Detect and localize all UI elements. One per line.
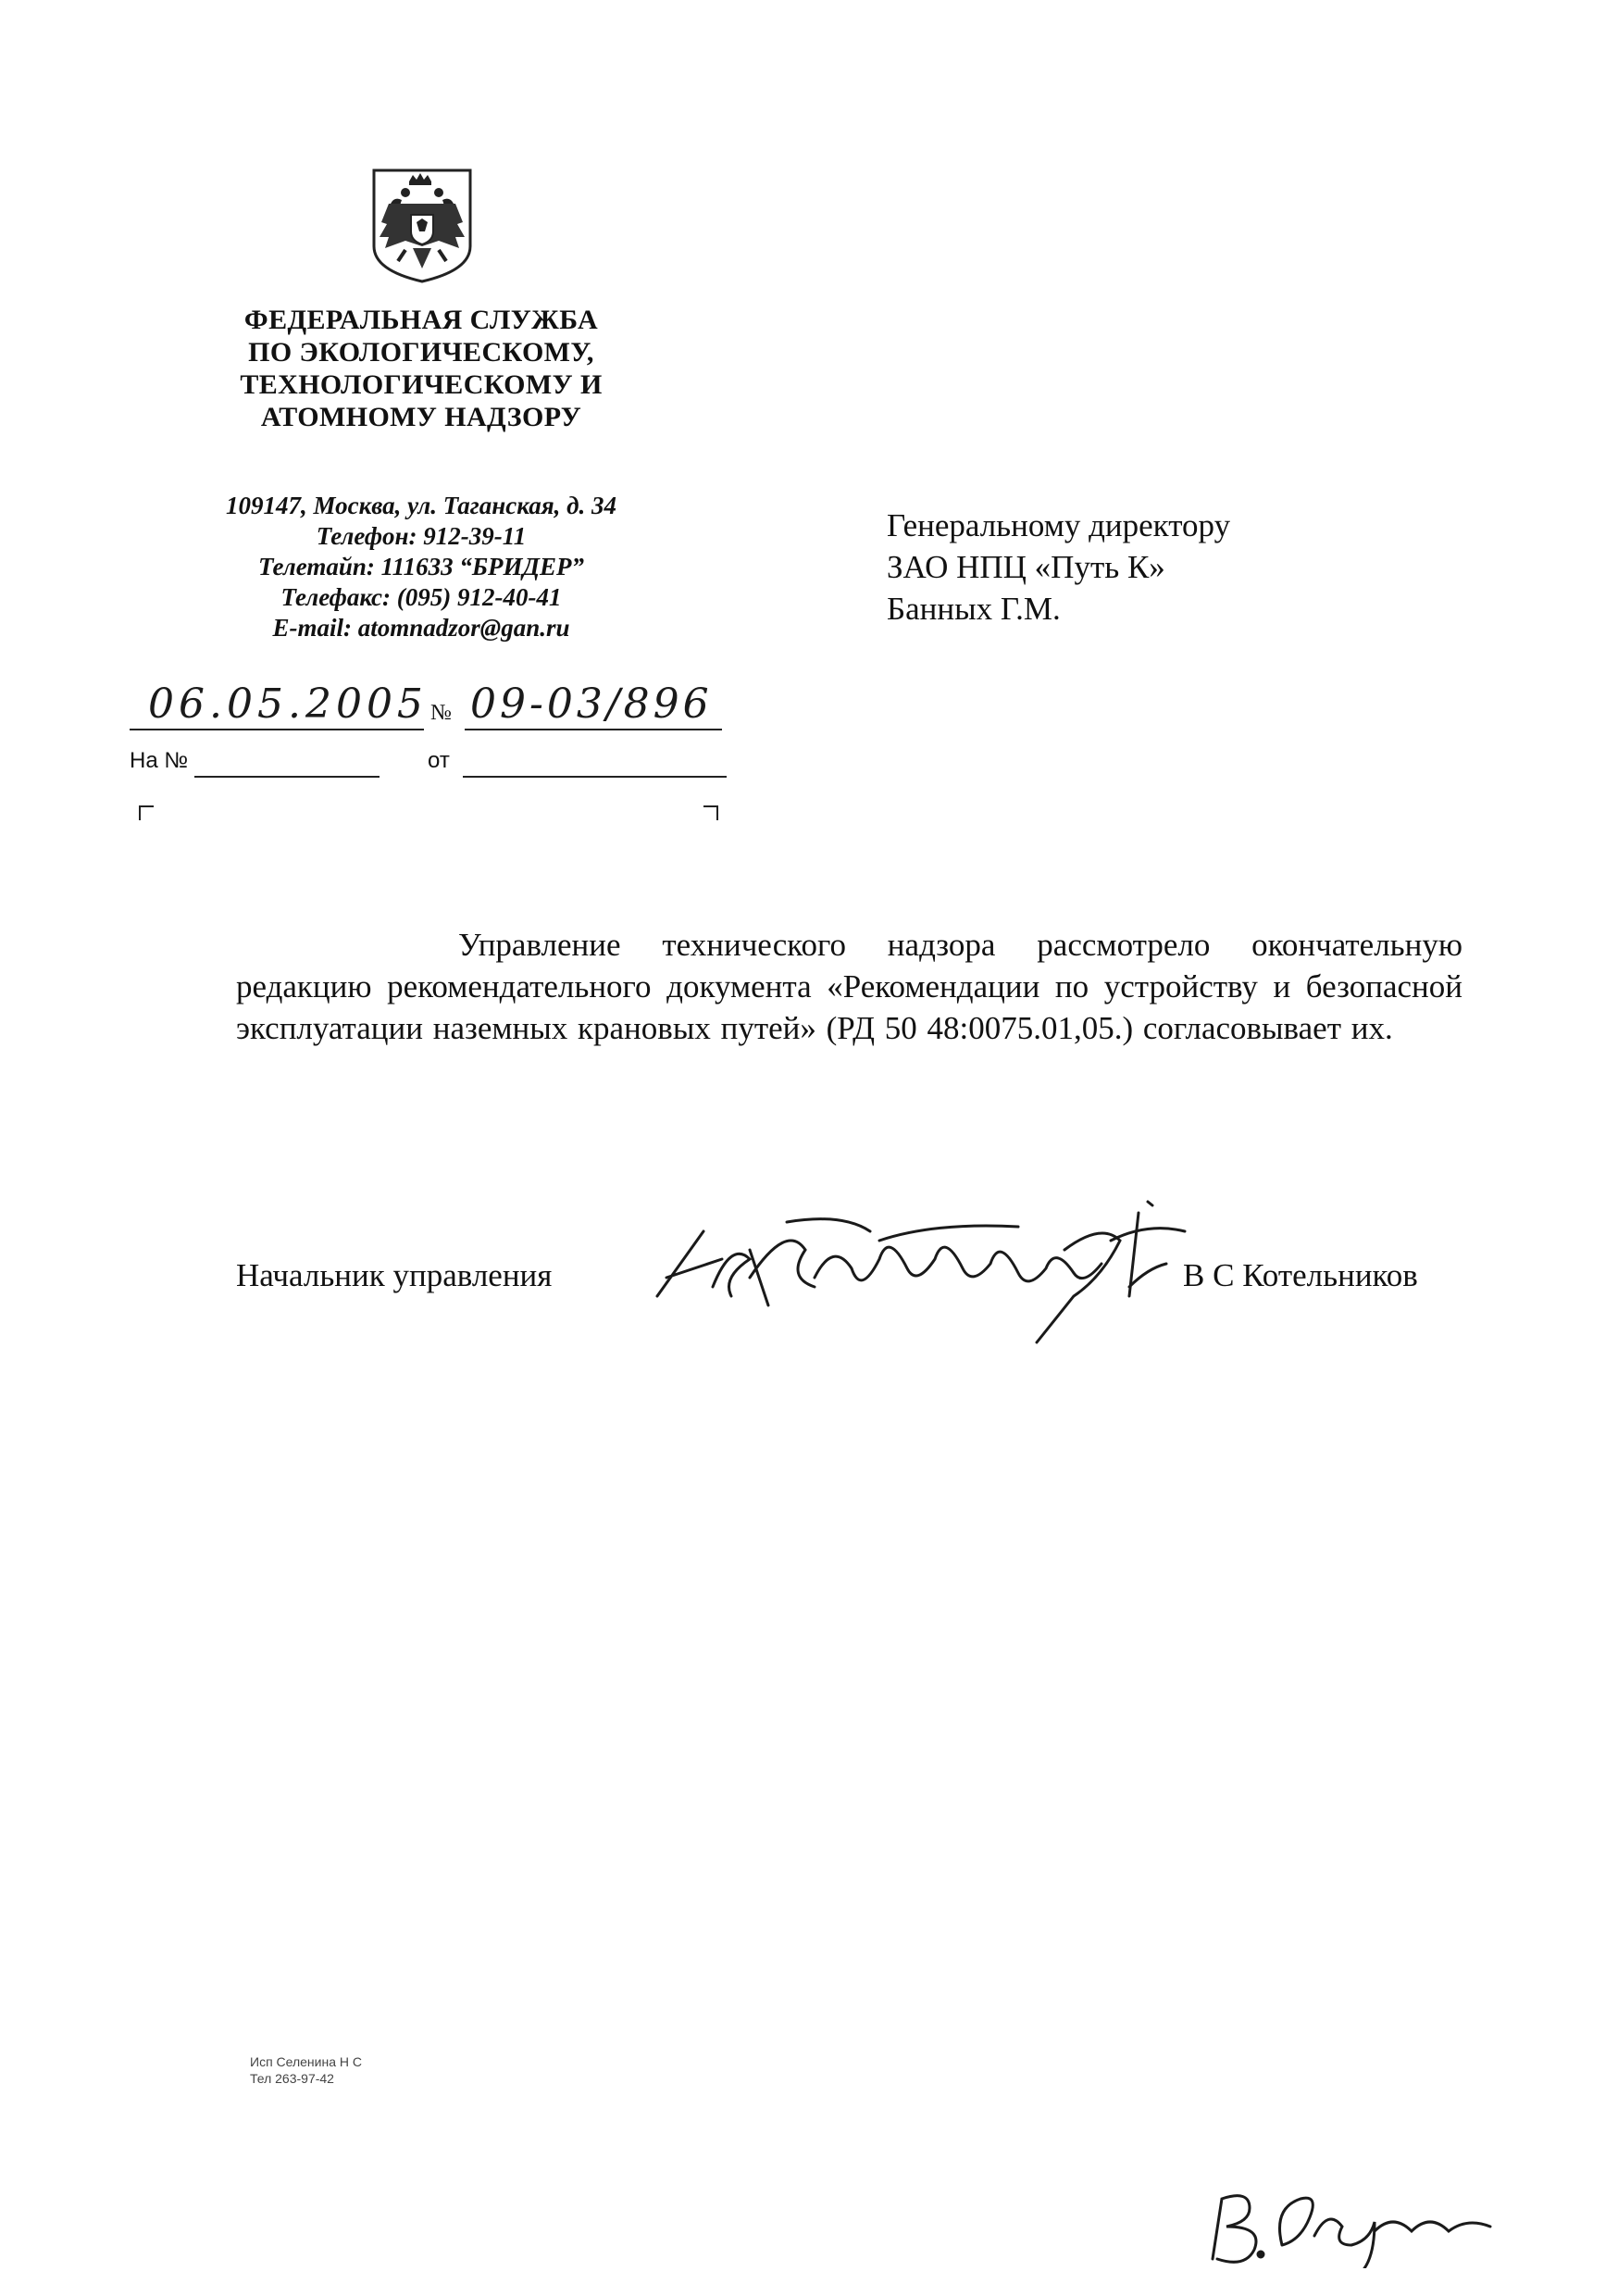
addressee-line: ЗАО НПЦ «Путь К» (887, 549, 1165, 585)
number-sign: № (430, 701, 452, 725)
address-corner-right (703, 805, 718, 820)
ref-number-blank (194, 776, 380, 778)
signer-position: Начальник управления (236, 1257, 553, 1293)
address-corner-left (139, 805, 154, 820)
ref-from: от (428, 748, 450, 773)
executor-name: Исп Селенина Н С (250, 2054, 362, 2069)
addressee-line: Генеральному директору (887, 507, 1231, 543)
agency-line: ТЕХНОЛОГИЧЕСКОМУ И (240, 369, 603, 400)
executor-note (250, 2053, 362, 2087)
handwritten-initials (1194, 2180, 1500, 2268)
addressee-block (887, 505, 1461, 630)
contact-teletype: Телетайп: 111633 “БРИДЕР” (258, 553, 584, 580)
coat-of-arms-icon (368, 167, 476, 285)
signer-name: В С Котельников (1183, 1257, 1418, 1293)
agency-line: ФЕДЕРАЛЬНАЯ СЛУЖБА (243, 305, 599, 335)
agency-line: АТОМНОМУ НАДЗОРУ (260, 402, 582, 432)
reference-line (130, 748, 731, 785)
ref-prefix: На № (130, 748, 189, 773)
contact-address: 109147, Москва, ул. Таганская, д. 34 (225, 492, 617, 519)
agency-name (185, 304, 657, 433)
contact-fax: Телефакс: (095) 912-40-41 (280, 583, 562, 611)
letter-body: Управление технического надзора рассмотрело окончательную редакцию рекомендательного документа «Рекомендации по устройству и безопасной эксплуатации наземных крановых путей» (РД 50 48:0075.01,05.) согласовывает их. (236, 927, 1462, 1046)
addressee-line: Банных Г.М. (887, 591, 1061, 627)
contact-phone: Телефон: 912-39-11 (316, 522, 527, 550)
number-underline (465, 729, 722, 730)
handwritten-signature (648, 1194, 1240, 1352)
registration-line (130, 680, 722, 736)
date-underline (130, 729, 424, 730)
ref-date-blank (463, 776, 727, 778)
contact-email: E-mail: atomnadzor@gan.ru (272, 614, 570, 642)
executor-phone: Тел 263-97-42 (250, 2071, 334, 2086)
agency-contacts (157, 491, 685, 643)
agency-line: ПО ЭКОЛОГИЧЕСКОМУ, (248, 337, 594, 368)
registration-date: 06.05.2005 (148, 680, 428, 728)
registration-number: 09-03/896 (470, 680, 713, 728)
